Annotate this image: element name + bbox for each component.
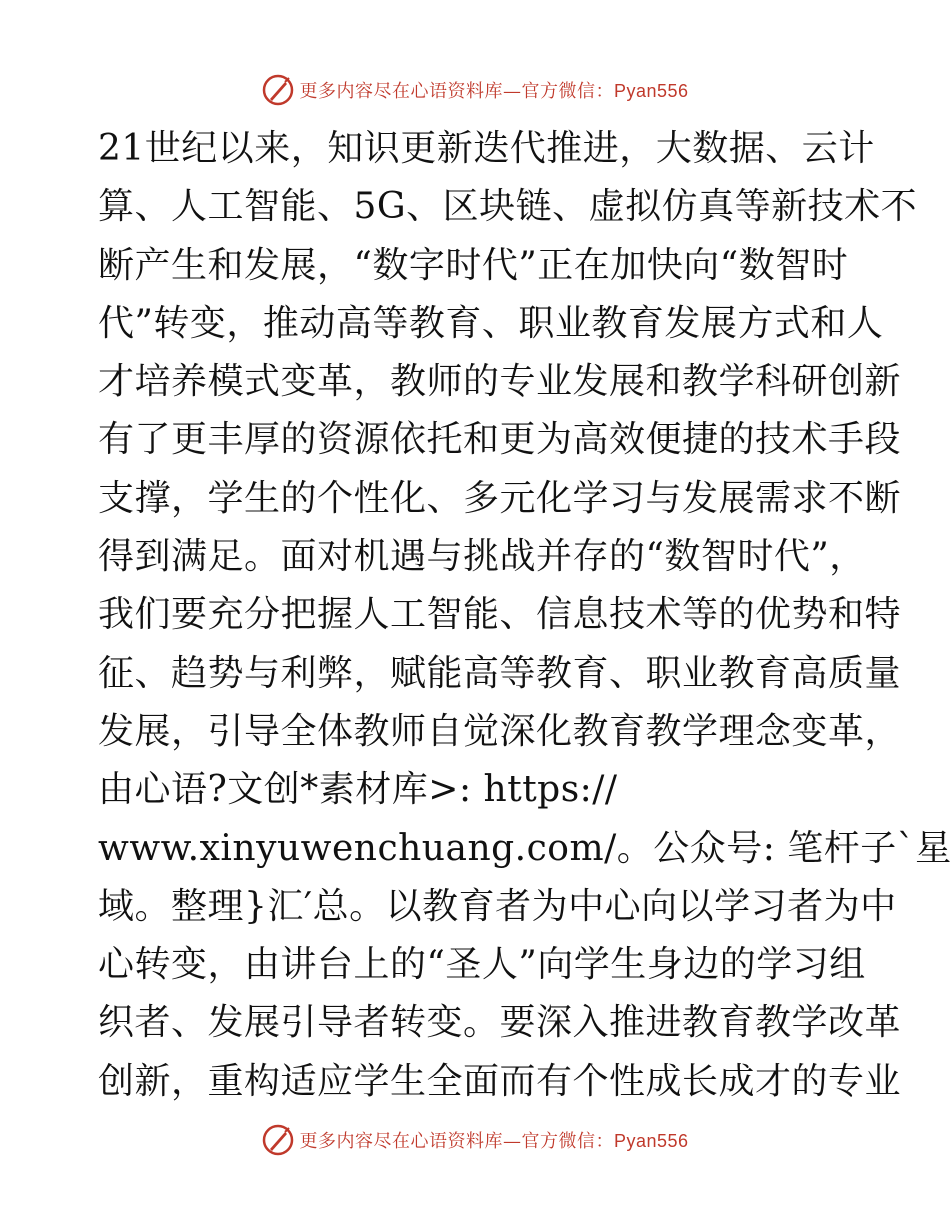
header-brand-text: 更多内容尽在心语资料库 — [299, 81, 503, 102]
body-line: 心转变，由讲台上的“圣人”向学生身边的学习组 — [98, 944, 866, 986]
quill-logo-icon — [261, 1123, 295, 1157]
body-line: 域。整理}汇′总。以教育者为中心向以学习者为中 — [98, 885, 897, 927]
body-line: 支撑，学生的个性化、多元化学习与发展需求不断 — [98, 477, 902, 519]
body-line: 得到满足。面对机遇与挑战并存的“数智时代”， — [98, 536, 866, 578]
body-line-url: 由心语?文创*素材库>: https:// — [98, 769, 618, 811]
body-line: 断产生和发展，“数字时代”正在加快向“数智时 — [98, 244, 849, 286]
body-line: 算、人工智能、5G、区块链、虚拟仿真等新技术不 — [98, 186, 918, 228]
body-line: 21世纪以来，知识更新迭代推进，大数据、云计 — [98, 128, 875, 169]
body-line-url: www.xinyuwenchuang.com/。公众号: 笔杆子`星 — [98, 827, 952, 869]
header-brand-line — [299, 77, 688, 103]
footer-brand-text: 更多内容尽在心语资料库 — [299, 1131, 503, 1152]
footer-brand-line — [299, 1127, 688, 1153]
header-dash: — — [502, 81, 522, 102]
body-line: 才培养模式变革，教师的专业发展和教学科研创新 — [98, 361, 902, 403]
footer-dash: — — [502, 1131, 522, 1152]
body-line: 有了更丰厚的资源依托和更为高效便捷的技术手段 — [98, 419, 902, 461]
body-line: 征、趋势与利弊，赋能高等教育、职业教育高质量 — [98, 652, 902, 694]
header-contact-label: 官方微信： — [521, 81, 614, 102]
quill-logo-icon — [261, 73, 295, 107]
footer-contact-label: 官方微信： — [521, 1131, 614, 1152]
header-contact-value: Pyan556 — [613, 81, 689, 101]
body-line: 代”转变，推动高等教育、职业教育发展方式和人 — [98, 302, 884, 344]
body-line: 我们要充分把握人工智能、信息技术等的优势和特 — [98, 594, 902, 636]
body-line: 织者、发展引导者转变。要深入推进教育教学改革 — [98, 1002, 902, 1044]
body-line: 创新，重构适应学生全面而有个性成长成才的专业 — [98, 1060, 902, 1102]
footer-banner — [0, 1120, 950, 1160]
footer-contact-value: Pyan556 — [613, 1131, 689, 1151]
document-body — [98, 120, 952, 1111]
body-line: 发展，引导全体教师自觉深化教育教学理念变革， — [98, 710, 902, 752]
header-banner — [0, 70, 950, 110]
